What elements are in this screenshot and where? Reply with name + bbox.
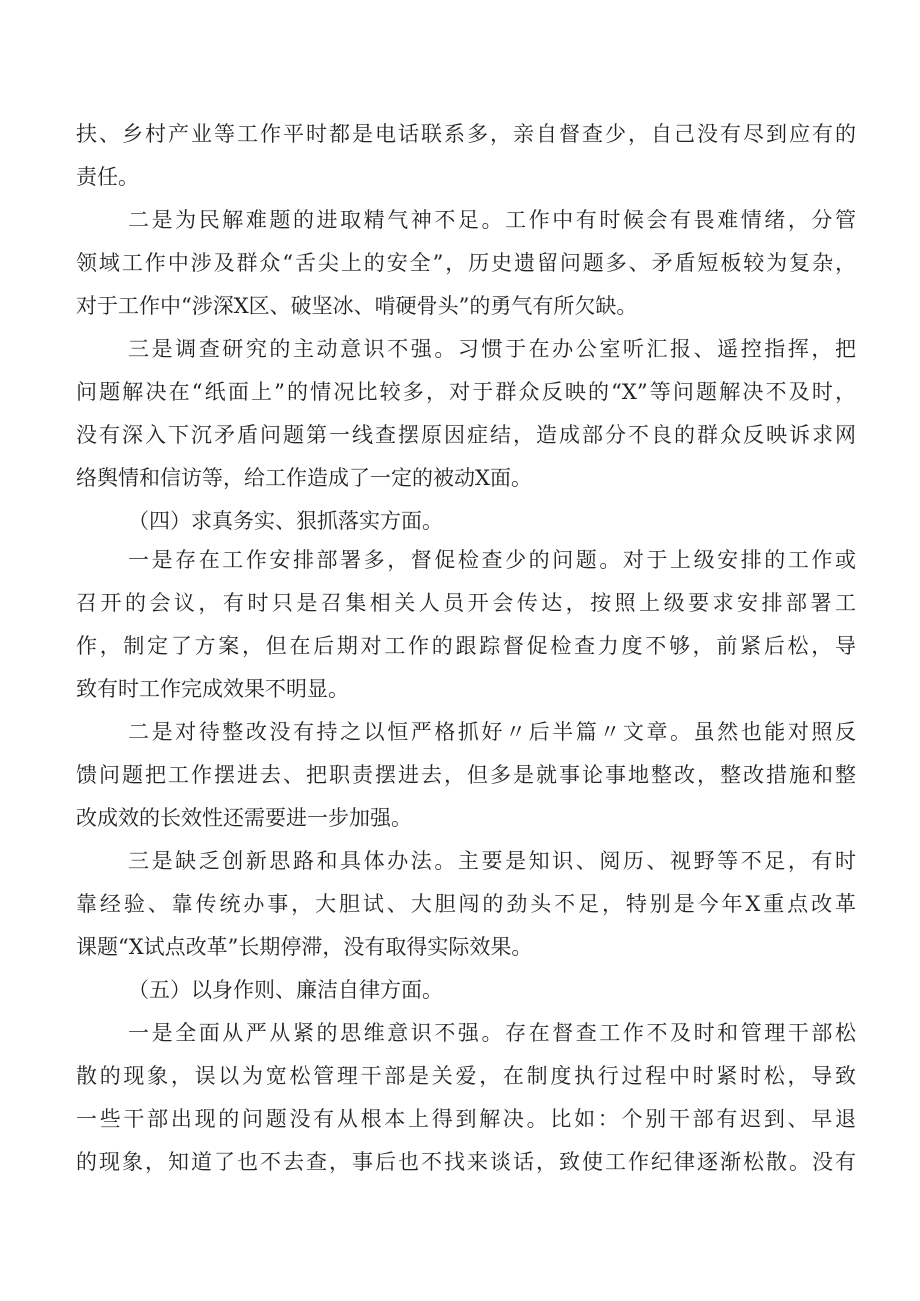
paragraph-start: 三是调查研究的主动意识不强。习惯于在办公室听汇报、遥控指挥，把 [128, 337, 856, 361]
text-line: 散的现象，误以为宽松管理干部是关爱，在制度执行过程中时紧时松，导致 [76, 1064, 856, 1088]
text-line: 改成效的长效性还需要进一步加强。 [76, 806, 412, 830]
text-line: 致有时工作完成效果不明显。 [76, 677, 349, 701]
text-line: 的现象，知道了也不去查，事后也不找来谈话，致使工作纪律逐渐松散。没有 [76, 1150, 856, 1174]
paragraph-start: 二是为民解难题的进取精气神不足。工作中有时候会有畏难情绪，分管 [128, 208, 856, 232]
paragraph-start: 二是对待整改没有持之以恒严格抓好〃后半篇〃文章。虽然也能对照反 [128, 720, 856, 744]
text-line: 召开的会议，有时只是召集相关人员开会传达，按照上级要求安排部署工 [76, 591, 856, 615]
section-heading: （四）求真务实、狠抓落实方面。 [128, 509, 443, 533]
text-line: 课题“X试点改革”长期停滞，没有取得实际效果。 [76, 935, 533, 959]
text-line: 没有深入下沉矛盾问题第一线查摆原因症结，造成部分不良的群众反映诉求网 [76, 423, 856, 447]
section-heading: （五）以身作则、廉洁自律方面。 [128, 978, 443, 1002]
text-line: 靠经验、靠传统办事，大胆试、大胆闯的劲头不足，特别是今年X重点改革 [76, 892, 856, 916]
text-line: 作，制定了方案，但在后期对工作的跟踪督促检查力度不够，前紧后松，导 [76, 634, 856, 658]
text-line: 责任。 [76, 165, 139, 189]
text-line: 馈问题把工作摆进去、把职责摆进去，但多是就事论事地整改，整改措施和整 [76, 763, 856, 787]
text-line: 对于工作中“涉深X区、破坚冰、啃硬骨头”的勇气有所欠缺。 [76, 294, 638, 318]
text-line: 一些干部出现的问题没有从根本上得到解决。比如：个别干部有迟到、早退 [76, 1107, 856, 1131]
text-line: 络舆情和信访等，给工作造成了一定的被动X面。 [76, 466, 532, 490]
text-line: 领域工作中涉及群众“舌尖上的安全”，历史遗留问题多、矛盾短板较为复杂， [76, 251, 856, 275]
paragraph-start: 一是存在工作安排部署多，督促检查少的问题。对于上级安排的工作或 [128, 548, 856, 572]
text-line: 问题解决在“纸面上”的情况比较多，对于群众反映的“X”等问题解决不及时， [76, 380, 856, 404]
paragraph-start: 三是缺乏创新思路和具体办法。主要是知识、阅历、视野等不足，有时 [128, 849, 856, 873]
paragraph-start: 一是全面从严从紧的思维意识不强。存在督查工作不及时和管理干部松 [128, 1021, 856, 1045]
text-line: 扶、乡村产业等工作平时都是电话联系多，亲自督查少，自己没有尽到应有的 [76, 122, 856, 146]
